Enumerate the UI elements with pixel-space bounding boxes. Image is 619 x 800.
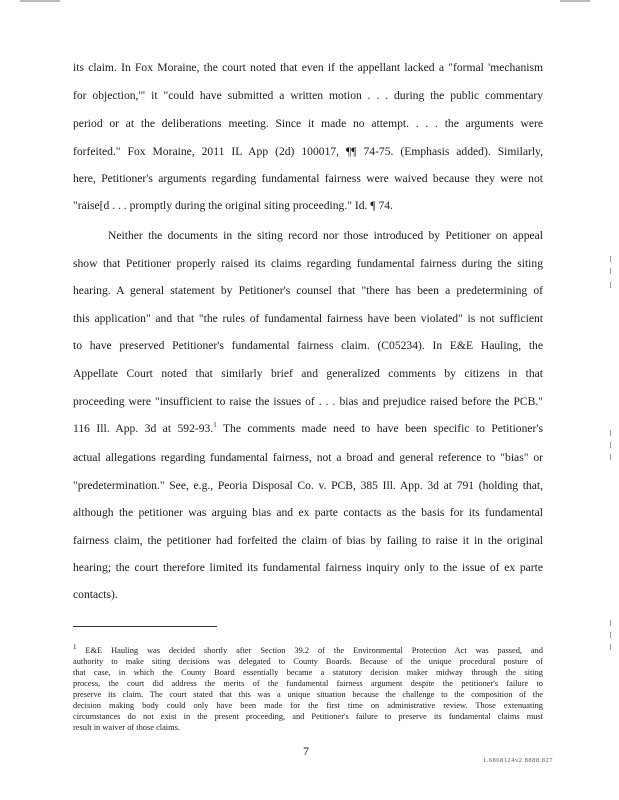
paragraph-first-line: Neither the documents in the siting record nor those introduced by Petitioner on appeal <box>108 229 543 242</box>
scan-artifact <box>20 0 60 2</box>
footnote-line: circumstances do not exist in the present proceeding, and Petitioner's failure to preserve its fundamental claims must <box>73 712 543 721</box>
body-line: "raise[d . . . promptly during the original siting proceeding." Id. ¶ 74. <box>73 199 393 212</box>
footnote-line: preserve its claim. The court stated that this was a unique situation because the challenge to the composition of the <box>73 690 543 699</box>
body-line: "predetermination." See, e.g., Peoria Disposal Co. v. PCB, 385 Ill. App. 3d at 791 (holding that, <box>73 479 543 492</box>
footnote-line: decision making body could only have been made for the first time on administrative review. Those extenuating <box>73 701 543 710</box>
footnote-marker: 1 <box>73 643 77 652</box>
footnote-text: E&E Hauling was decided shortly after Section 39.2 of the Environmental Protection Act was passed, and <box>76 646 543 655</box>
body-line <box>73 422 543 436</box>
body-line: contacts). <box>73 588 118 601</box>
body-line: hearing. A general statement by Petitioner's counsel that "there has been a predetermining of <box>73 284 543 297</box>
scan-artifact <box>610 268 611 274</box>
body-line: its claim. In Fox Moraine, the court noted that even if the appellant lacked a "formal 'mechanism <box>73 61 543 74</box>
scan-artifact <box>610 282 611 288</box>
scan-artifact <box>610 632 611 638</box>
scan-artifact <box>610 442 611 448</box>
body-line: hearing; the court therefore limited its fundamental fairness inquiry only to the issue of ex parte <box>73 561 543 574</box>
body-line: Appellate Court noted that similarly brief and generalized comments by citizens in that <box>73 367 543 380</box>
footnote-line: that case, in which the County Board essentially became a statutory decision maker midway through the siting <box>73 668 543 677</box>
citation-text: 116 Ill. App. 3d at 592-93. <box>73 422 214 435</box>
body-line: for objection,'" it "could have submitted a written motion . . . during the public commentary <box>73 89 543 102</box>
scan-artifact <box>610 454 611 460</box>
footnote-separator <box>73 626 217 627</box>
body-line: although the petitioner was arguing bias and ex parte contacts as the basis for its fundamental <box>73 506 543 519</box>
footnote-reference[interactable]: 1 <box>213 421 217 430</box>
scan-artifact <box>610 620 611 626</box>
body-line: this application" and that "the rules of fundamental fairness have been violated" is not sufficient <box>73 312 543 325</box>
footnote-line: authority to make siting decisions was delegated to County Boards. Because of the unique procedural posture of <box>73 657 543 666</box>
scan-artifact <box>610 256 611 262</box>
document-id: 1.6868124v2 8888.827 <box>482 757 553 764</box>
body-line: to have preserved Petitioner's fundamental fairness claim. (C05234). In E&E Hauling, the <box>73 339 543 352</box>
footnote-line: process, the court did address the merits of the fundamental fairness argument despite the petitioner's failure to <box>73 679 543 688</box>
body-line: show that Petitioner properly raised its claims regarding fundamental fairness during the siting <box>73 257 543 270</box>
scan-artifact <box>560 0 590 2</box>
body-line: here, Petitioner's arguments regarding fundamental fairness were waived because they were not <box>73 172 543 185</box>
body-line: fairness claim, the petitioner had forfeited the claim of bias by failing to raise it in the original <box>73 534 543 547</box>
footnote-line <box>73 643 543 656</box>
body-line: period or at the deliberations meeting. Since it made no attempt. . . . the arguments were <box>73 117 543 130</box>
body-line: actual allegations regarding fundamental fairness, not a broad and general reference to "bias" or <box>73 451 543 464</box>
scan-artifact <box>610 644 611 650</box>
body-line: forfeited." Fox Moraine, 2011 IL App (2d) 100017, ¶¶ 74-75. (Emphasis added). Similarly, <box>73 145 543 158</box>
page-number: 7 <box>303 744 309 758</box>
footnote-line: result in waiver of those claims. <box>73 723 180 732</box>
body-line: proceeding were "insufficient to raise the issues of . . . bias and prejudice raised before the PCB." <box>73 395 543 408</box>
scan-artifact <box>610 430 611 436</box>
body-line-continuation: The comments made need to have been specific to Petitioner's <box>216 422 543 435</box>
